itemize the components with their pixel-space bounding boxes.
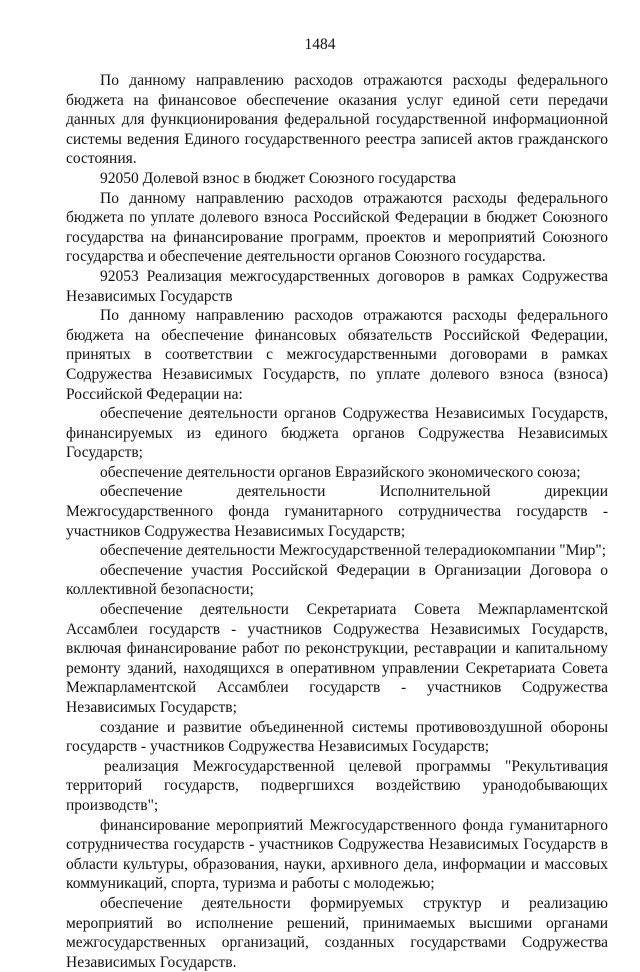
list-item: обеспечение деятельности Межгосударственной телерадиокомпании "Мир"; (100, 542, 607, 560)
list-item: обеспечение деятельности органов Евразийского экономического союза; (100, 463, 581, 481)
list-item: обеспечение участия Российской Федерации в Организации Договора о коллективной безопасности; (66, 561, 608, 599)
list-item: обеспечение деятельности формируемых структур и реализацию мероприятий во исполнение решений, принимаемых высшими органами межгосударственных организаций, созданных государствами Содружества Независимых Государств. (66, 894, 608, 971)
section-heading: 92053 Реализация межгосударственных договоров в рамках Содружества Независимых Государств (66, 267, 608, 305)
section-heading: 92050 Долевой взнос в бюджет Союзного государства (100, 169, 457, 187)
page-number: 1484 (304, 36, 336, 53)
document-body (66, 71, 608, 972)
list-item: обеспечение деятельности органов Содружества Независимых Государств, финансируемых из единого бюджета органов Содружества Независимых Государств; (66, 405, 608, 462)
paragraph: По данному направлению расходов отражаются расходы федерального бюджета на финансовое обеспечение оказания услуг единой сети передачи данных для функционирования федеральной государственной информационной системы ведения Единого государственного реестра записей актов гражданского состояния. (66, 72, 608, 168)
list-item: реализация Межгосударственной целевой программы "Рекультивация территорий государств, подвергшихся воздействию уранодобывающих производств"; (66, 757, 608, 814)
paragraph: По данному направлению расходов отражаются расходы федерального бюджета по уплате долевого взноса Российской Федерации в бюджет Союзного государства на финансирование программ, проектов и мероприятий Союзного государства и обеспечение деятельности органов Союзного государства. (66, 189, 608, 266)
list-item: обеспечение деятельности Секретариата Совета Межпарламентской Ассамблеи государств - участников Содружества Независимых Государств, включая финансирование работ по реконструкции, реставрации и капитальному ремонту зданий, находящихся в оперативном управлении Секретариата Совета Межпарламентской Ассамблеи государств - участников Содружества Независимых Государств; (66, 601, 608, 716)
paragraph: По данному направлению расходов отражаются расходы федерального бюджета на обеспечение финансовых обязательств Российской Федерации, принятых в соответствии с межгосударственными договорами в рамках Содружества Независимых Государств, по уплате долевого взноса (взноса) Российской Федерации на: (66, 307, 608, 403)
list-item: создание и развитие объединенной системы противовоздушной обороны государств - участников Содружества Независимых Государств; (66, 718, 608, 756)
list-item: финансирование мероприятий Межгосударственного фонда гуманитарного сотрудничества государств - участников Содружества Независимых Государств в области культуры, образования, науки, архивного дела, информации и массовых коммуникаций, спорта, туризма и работы с молодежью; (66, 816, 608, 893)
list-item: обеспечение деятельности Исполнительной дирекции Межгосударственного фонда гуманитарного сотрудничества государств - участников Содружества Независимых Государств; (66, 483, 608, 540)
